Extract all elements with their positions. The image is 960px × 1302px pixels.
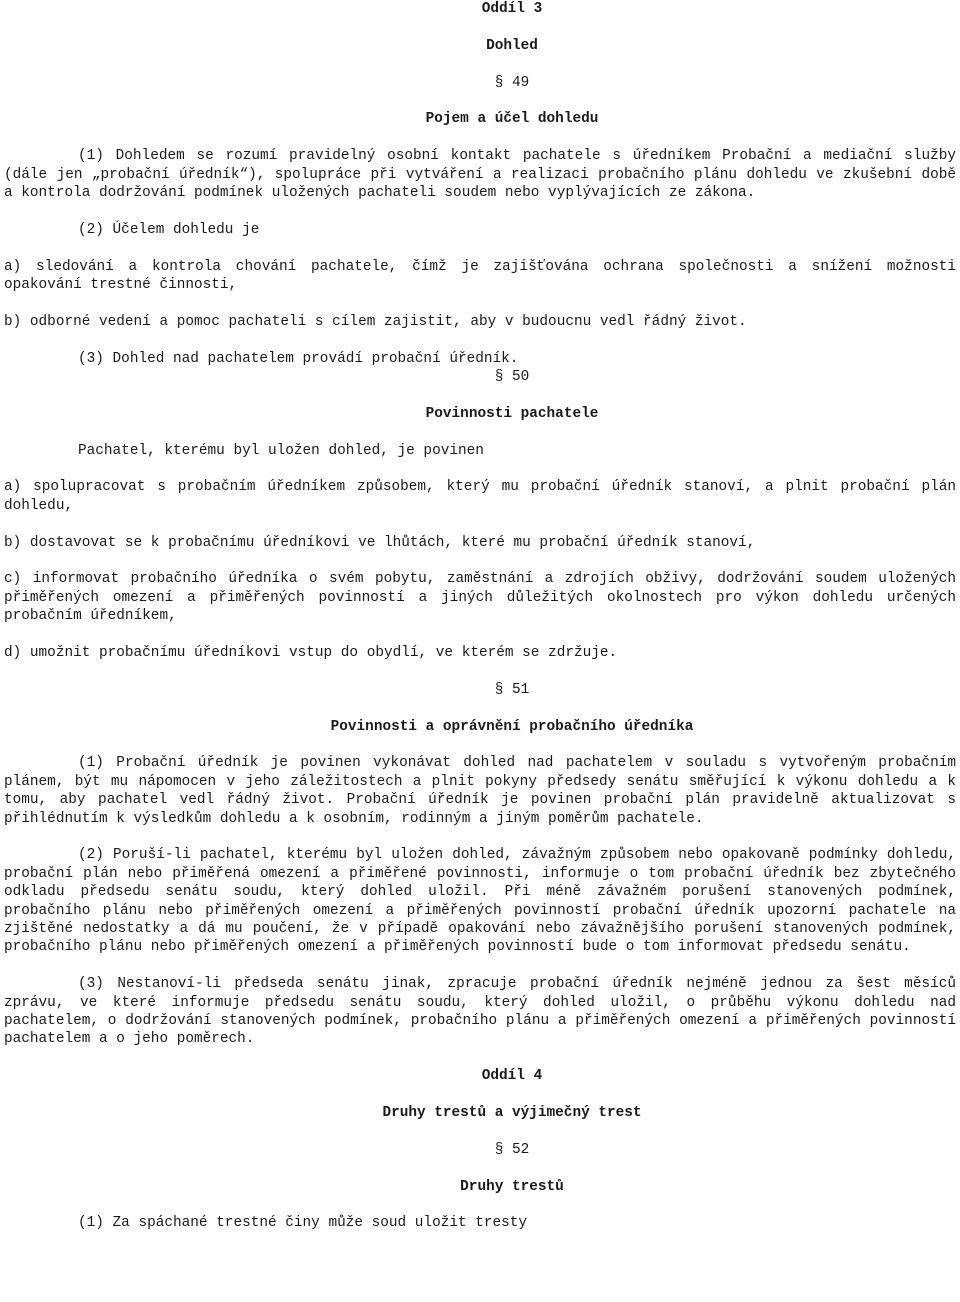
part-subtitle: Dohled: [486, 37, 538, 54]
part-title: Oddíl 3: [481, 1, 543, 17]
section-number: § 51: [494, 681, 530, 698]
list-item: b) odborné vedení a pomoc pachateli s cílem zajistit, aby v budoucnu vedl řádný život.: [4, 313, 747, 330]
paragraph: (3) Nestanoví-li předseda senátu jinak, zpracuje probační úředník nejméně jednou za šest měsíců zprávu, ve které informuje předsedu senátu soudu, který dohled uložil, o průběhu výkonu dohledu nad pachatelem, o dodržování stanovených podmínek, probačního plánu a přiměřených omezení a přiměřených povinností pachatelem a o jeho poměrech.: [4, 976, 956, 1048]
part-title: Oddíl 4: [481, 1068, 543, 1085]
paragraph: Pachatel, kterému byl uložen dohled, je povinen: [78, 442, 484, 459]
document-page: [4, 0, 956, 1233]
paragraph: (1) Dohledem se rozumí pravidelný osobní kontakt pachatele s úředníkem Probační a mediační služby (dále jen „probační úředník“), spolupráce při vytváření a realizaci probačního plánu dohledu ve zkušební době a kontrola dodržování podmínek uložených pachateli soudem nebo vyplývajících ze zákona.: [4, 148, 956, 201]
section-title: Druhy trestů: [460, 1178, 564, 1195]
list-item: a) spolupracovat s probačním úředníkem způsobem, který mu probační úředník stanoví, a plnit probační plán dohledu,: [4, 479, 956, 514]
section-number: § 49: [494, 74, 530, 91]
section-title: Povinnosti pachatele: [425, 405, 599, 422]
list-item: c) informovat probačního úředníka o svém pobytu, zaměstnání a zdrojích obživy, dodržování soudem uložených přiměřených omezení a přiměřených povinností a jiných důležitých okolnostech pro výkon dohledu určených probačním úředníkem,: [4, 571, 956, 625]
section-number: § 50: [494, 369, 530, 385]
list-item: b) dostavovat se k probačnímu úředníkovi ve lhůtách, které mu probační úředník stanoví,: [4, 534, 756, 551]
paragraph: (2) Poruší-li pachatel, kterému byl uložen dohled, závažným způsobem nebo opakovaně podmínky dohledu, probační plán nebo přiměřená omezení a přiměřené povinnosti, informuje o tom probační úředník bez zbytečného odkladu předsedu senátu soudu, který dohled uložil. Při méně závažném porušení stanovených podmínek, probačního plánu nebo přiměřených omezení a přiměřených povinností probační úředník upozorní pachatele na zjištěné nedostatky a dá mu poučení, že v případě opakování nebo závažnějšího porušení stanovených podmínek, probačního plánu nebo přiměřených omezení a přiměřených povinností bude o tom informovat předsedu senátu.: [4, 847, 956, 956]
paragraph: (1) Probační úředník je povinen vykonávat dohled nad pachatelem v souladu s vytvořeným probačním plánem, být mu nápomocen v jeho záležitostech a plnit pokyny předsedy senátu směřující k výkonu dohledu a k tomu, aby pachatel vedl řádný život. Probační úředník je povinen probační plán pravidelně aktualizovat s přihlédnutím k výsledkům dohledu a k osobním, rodinným a jiným poměrům pachatele.: [4, 755, 956, 827]
paragraph: (3) Dohled nad pachatelem provádí probační úředník.: [78, 350, 519, 367]
section-title: Povinnosti a oprávnění probačního úředníka: [330, 718, 694, 735]
part-subtitle: Druhy trestů a výjimečný trest: [382, 1105, 642, 1122]
list-item: d) umožnit probačnímu úředníkovi vstup do obydlí, ve kterém se zdržuje.: [4, 645, 618, 661]
paragraph: (1) Za spáchané trestné činy může soud uložit tresty: [78, 1215, 528, 1232]
paragraph: (2) Účelem dohledu je: [78, 221, 260, 238]
list-item: a) sledování a kontrola chování pachatele, čímž je zajišťována ochrana společnosti a snížení možnosti opakování trestné činnosti,: [4, 258, 956, 293]
section-number: § 52: [494, 1141, 530, 1158]
section-title: Pojem a účel dohledu: [425, 111, 599, 128]
